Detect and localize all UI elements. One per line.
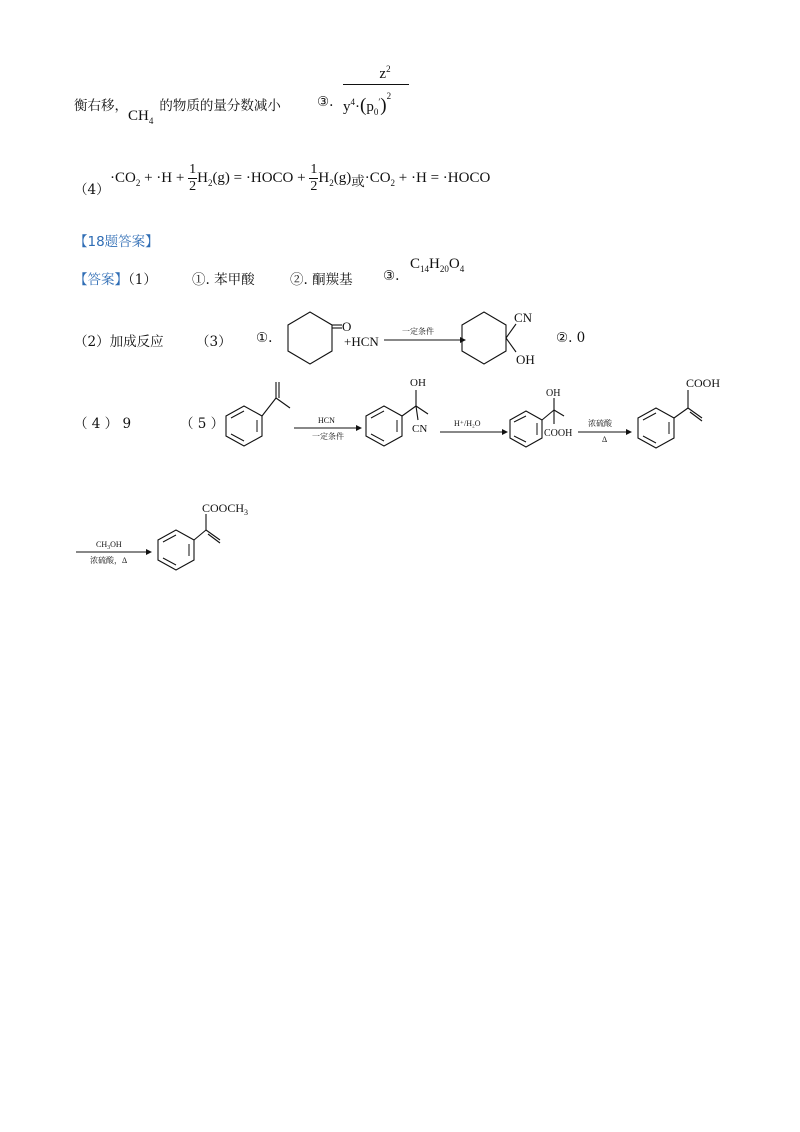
kp-den-prime: ′ <box>378 97 381 107</box>
formula-c-sub: 14 <box>420 264 430 274</box>
cyanohydrin-cn: CN <box>514 310 533 325</box>
eq-or: 或 <box>351 173 365 189</box>
arrowhead-4 <box>146 549 152 555</box>
part-3-item-1: ①. <box>256 330 273 346</box>
kp-numerator <box>357 64 413 83</box>
step1-condition: 一定条件 <box>312 432 344 441</box>
int2-c-bond <box>542 410 554 420</box>
esterification-scheme <box>70 494 290 574</box>
half-den-2: 2 <box>310 179 318 194</box>
ch4-formula <box>128 108 153 124</box>
step2-reagent: H⁺/H₂O <box>454 419 481 428</box>
synthesis-route-scheme <box>214 368 774 458</box>
int1-me-bond <box>416 406 428 414</box>
methyl-bond <box>276 398 290 408</box>
kp-fraction-bar <box>343 84 409 85</box>
arrowhead-3 <box>626 429 632 435</box>
item-3-label: ③. <box>317 94 334 110</box>
ester-group <box>202 501 248 517</box>
eq-gb: (g) <box>333 169 352 186</box>
eq-g-hoco: (g) = ·HOCO + <box>212 169 310 186</box>
ch4-sub: 4 <box>148 116 154 126</box>
product-cooh: COOH <box>686 376 721 390</box>
int1-c-bond <box>402 406 416 416</box>
part-3-label: （3） <box>196 334 232 350</box>
part-5-label: （ 5 ） <box>180 416 225 432</box>
esterification-condition: 浓硫酸，Δ <box>90 556 128 565</box>
kp-expression <box>343 64 413 117</box>
cyanohydrin-ring <box>462 312 506 364</box>
kp-denominator: $y^4\cdot(p_0')^2$ <box>343 91 392 117</box>
kp-den-p: p <box>366 99 374 115</box>
int2-cooh: COOH <box>544 428 573 439</box>
eq-half-2 <box>309 163 318 194</box>
text-prefix: 衡右移， <box>74 98 128 114</box>
formula-o: O <box>448 256 460 272</box>
int1-cn: CN <box>412 423 428 435</box>
q18-header: 【18题答案】 <box>74 234 159 250</box>
eq-h2-sub: 2 <box>207 177 213 188</box>
reagent-oh: OH <box>110 540 122 549</box>
eq-co2: ·CO <box>110 169 136 186</box>
oh-bond <box>506 338 516 352</box>
text-suffix: 的物质的量分数减小 <box>159 98 281 114</box>
formula-o-sub: 4 <box>459 264 465 274</box>
acyl-bond <box>262 398 276 416</box>
reaction-arrowhead <box>460 337 466 343</box>
int2-me-bond <box>554 410 564 416</box>
step1-reagent: HCN <box>318 416 335 425</box>
molecular-formula <box>410 256 464 274</box>
eq-h2: H <box>197 169 208 186</box>
int1-oh: OH <box>410 377 426 389</box>
carbonyl-o: O <box>342 319 352 334</box>
ester-sub: 3 <box>244 508 249 517</box>
cyclohexanone-ring <box>288 312 332 364</box>
half-num-2: 1 <box>310 162 318 177</box>
part-3-item-2: ②. 0 <box>556 330 586 346</box>
eq-alt-rest: + ·H = ·HOCO <box>395 169 491 186</box>
part-4-equation <box>110 163 490 194</box>
kp-den-dot: · <box>355 99 360 115</box>
half-num-1: 1 <box>189 162 197 177</box>
cn-bond <box>506 324 516 338</box>
formula-c: C <box>410 256 421 272</box>
part-1-label: （1） <box>128 272 157 288</box>
answer-3-label: ③. <box>383 268 400 284</box>
step3-reagent: 浓硫酸 <box>588 419 612 428</box>
ester-c-bond <box>194 530 206 540</box>
answer-1: ①. 苯甲酸 <box>192 272 255 288</box>
eq-half-1 <box>188 163 197 194</box>
kp-den-y: y <box>343 99 351 115</box>
part-2-answer: （2）加成反应 <box>74 334 164 350</box>
ester-vinyl-1 <box>206 530 220 540</box>
reagent-ch: CH <box>96 540 108 549</box>
int2-oh: OH <box>546 388 561 399</box>
arrowhead-2 <box>502 429 508 435</box>
esterification-reagent <box>96 540 122 551</box>
ester-label: COOCH <box>202 501 245 515</box>
reagent-hcn: +HCN <box>344 334 379 349</box>
int1-cn-bond <box>416 406 418 420</box>
reaction-condition: 一定条件 <box>402 327 434 336</box>
ch4-c: CH <box>128 108 149 124</box>
formula-h: H <box>429 256 440 272</box>
kp-num-exp: 2 <box>386 64 391 74</box>
reagent-sub: 3 <box>107 545 111 551</box>
eq-co2-sub: 2 <box>135 177 141 188</box>
eq-h2b-sub: 2 <box>329 177 334 188</box>
product-c-bond <box>674 408 688 418</box>
arrowhead-1 <box>356 425 362 431</box>
answer-line <box>74 268 157 288</box>
eq-h2b: H <box>318 169 330 186</box>
half-den-1: 2 <box>189 179 197 194</box>
kp-num-z: z <box>379 66 387 82</box>
part-4-answer: （ 4 ） 9 <box>74 416 132 432</box>
kp-den-y-exp: 4 <box>350 97 355 107</box>
step3-condition: Δ <box>602 435 608 444</box>
kp-den-exp: 2 <box>386 91 392 101</box>
part-4-label: （4） <box>74 182 110 198</box>
answer-2: ②. 酮羰基 <box>290 272 353 288</box>
eq-plus-h: + ·H + <box>140 169 189 186</box>
eq-alt-co2-sub: 2 <box>390 177 396 188</box>
product-vinyl-1 <box>688 408 702 418</box>
cyanohydrin-oh: OH <box>516 352 535 367</box>
eq-alt-co2: ·CO <box>364 169 391 186</box>
answer-label: 【答案】 <box>74 272 128 288</box>
formula-h-sub: 20 <box>439 264 449 274</box>
kp-den-p-sub: 0 <box>373 107 379 117</box>
equilibrium-text <box>74 94 281 126</box>
